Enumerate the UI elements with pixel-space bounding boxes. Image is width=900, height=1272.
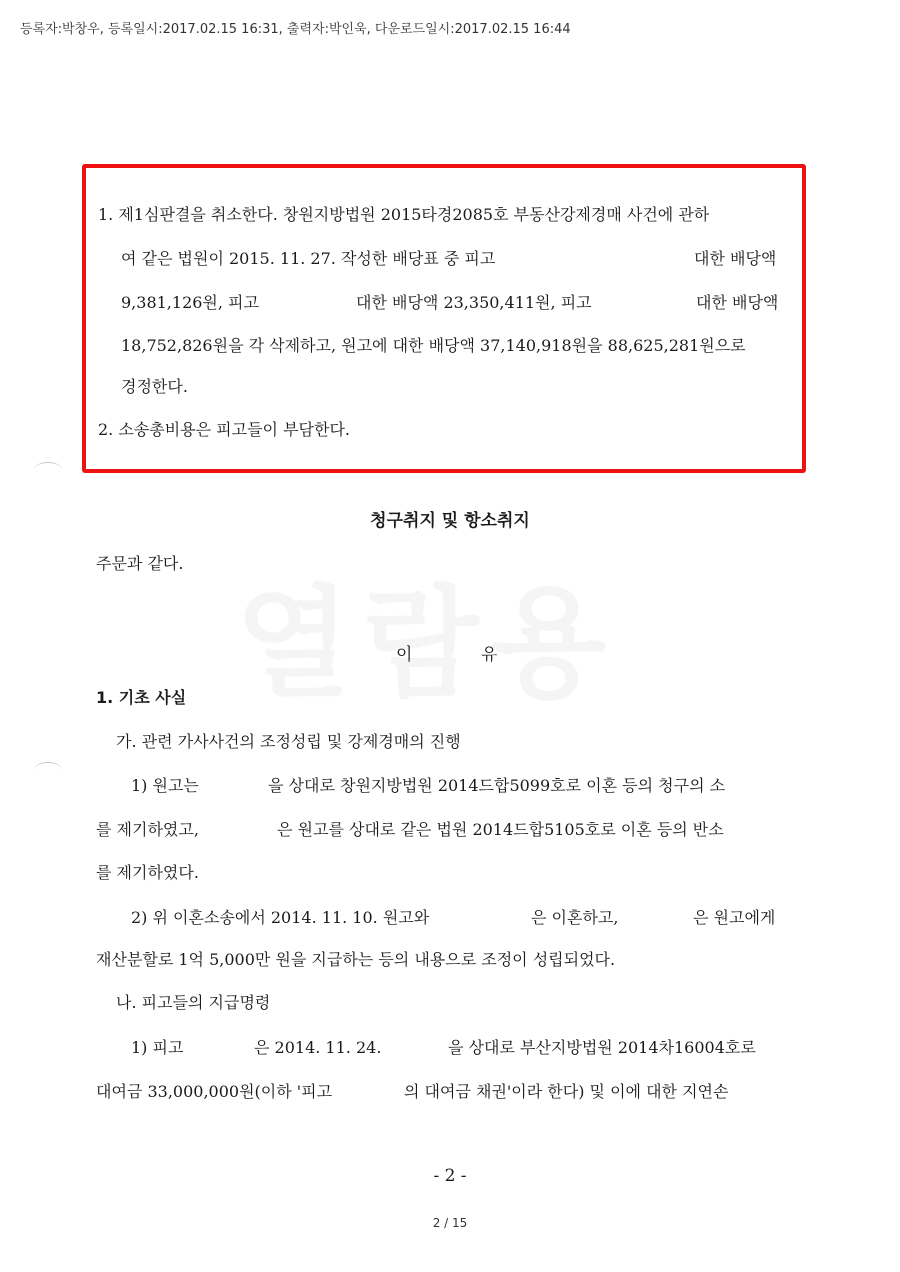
document-meta-header: 등록자:박창우, 등록일시:2017.02.15 16:31, 출력자:박인욱, 다운로드일시:2017.02.15 16:44: [20, 22, 571, 37]
judgment-item1-line4: 18,752,826원을 각 삭제하고, 원고에 대한 배당액 37,140,918원을 88,625,281원으로: [121, 336, 746, 355]
para1-line1a: 1) 원고는: [131, 776, 199, 795]
judgment-item1-line3a: 9,381,126원, 피고: [121, 293, 259, 312]
para3-line2a: 대여금 33,000,000원(이하 '피고: [96, 1082, 333, 1101]
para3-line1c: 을 상대로 부산지방법원 2014차16004호로: [448, 1038, 756, 1057]
section-basic-facts: 1. 기초 사실: [96, 688, 187, 707]
para1-line1b: 을 상대로 창원지방법원 2014드합5099호로 이혼 등의 청구의 소: [268, 776, 726, 795]
scan-artifact: [34, 462, 62, 477]
reason-heading-left: 이: [396, 645, 413, 665]
para1-line2a: 를 제기하였고,: [96, 820, 199, 839]
judgment-item1-line3b: 대한 배당액 23,350,411원, 피고: [356, 293, 592, 312]
para3-line2b: 의 대여금 채권'이라 한다) 및 이에 대한 지연손: [404, 1082, 729, 1101]
para2-line1a: 2) 위 이혼소송에서 2014. 11. 10. 원고와: [131, 908, 430, 927]
claims-body: 주문과 같다.: [96, 554, 184, 573]
subsection-na: 나. 피고들의 지급명령: [116, 993, 271, 1012]
para2-line2: 재산분할로 1억 5,000만 원을 지급하는 등의 내용으로 조정이 성립되었다.: [96, 950, 616, 969]
page-number: - 2 -: [433, 1166, 467, 1186]
page-count: 2 / 15: [432, 1216, 468, 1230]
judgment-item1-line3c: 대한 배당액: [696, 293, 779, 312]
judgment-item1-line1: 1. 제1심판결을 취소한다. 창원지방법원 2015타경2085호 부동산강제경매 사건에 관하: [98, 205, 710, 224]
judgment-item2: 2. 소송총비용은 피고들이 부담한다.: [98, 420, 350, 439]
para3-line1a: 1) 피고: [131, 1038, 184, 1057]
scan-artifact: [34, 762, 62, 777]
judgment-item1-line2b: 대한 배당액: [694, 249, 777, 268]
para1-line2b: 은 원고를 상대로 같은 법원 2014드합5105호로 이혼 등의 반소: [277, 820, 724, 839]
para2-line1c: 은 원고에게: [693, 908, 776, 927]
para2-line1b: 은 이혼하고,: [531, 908, 619, 927]
watermark: [235, 548, 619, 720]
reason-heading-right: 유: [481, 645, 498, 665]
subsection-ga: 가. 관련 가사사건의 조정성립 및 강제경매의 진행: [116, 732, 461, 751]
judgment-item1-line2a: 여 같은 법원이 2015. 11. 27. 작성한 배당표 중 피고: [121, 249, 496, 268]
claims-heading: 청구취지 및 항소취지: [370, 511, 530, 531]
para3-line1b: 은 2014. 11. 24.: [254, 1038, 382, 1057]
para1-line3: 를 제기하였다.: [96, 863, 199, 882]
judgment-item1-line5: 경정한다.: [121, 377, 188, 396]
